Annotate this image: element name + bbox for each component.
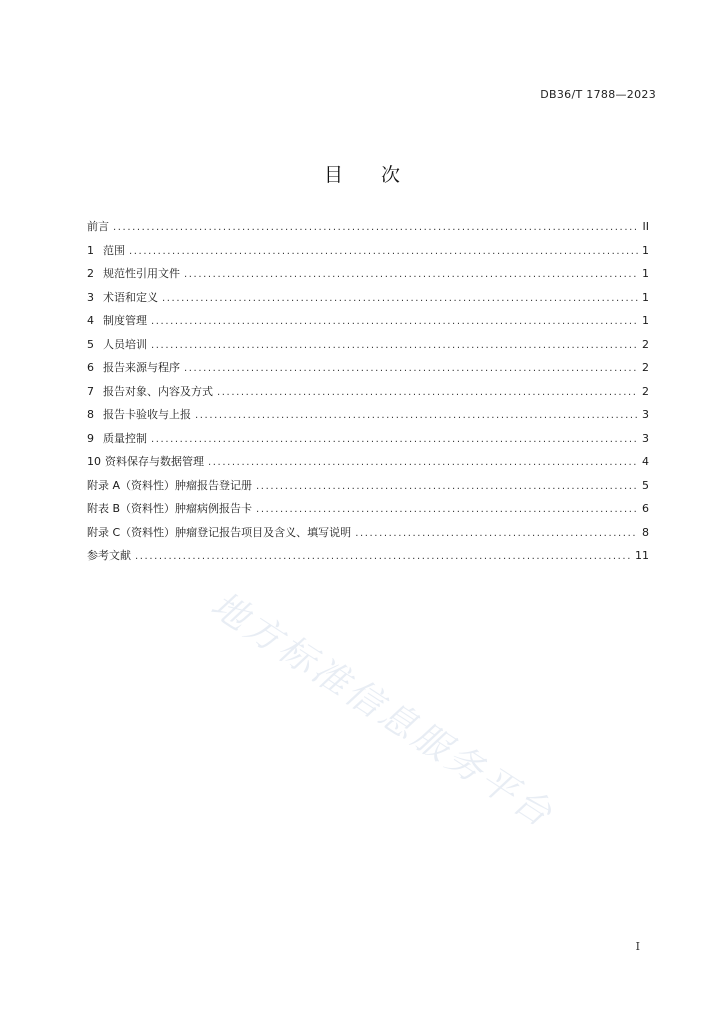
toc-entry-page: 1 <box>642 314 649 327</box>
toc-entry-label: 制度管理 <box>103 314 147 327</box>
toc-leader-dots <box>129 246 638 257</box>
toc-entry-normative-references[interactable] <box>87 265 649 289</box>
toc-entry-number: 5 <box>87 337 94 351</box>
toc-entry-label: 附录 C（资料性）肿瘤登记报告项目及含义、填写说明 <box>87 525 352 539</box>
toc-leader-dots <box>355 528 638 539</box>
page-number: I <box>635 940 640 953</box>
toc-entry-number: 3 <box>87 290 94 304</box>
toc-entry-number: 10 <box>87 455 101 468</box>
toc-entry-appendix-a[interactable] <box>87 477 649 501</box>
toc-entry-label: 范围 <box>103 243 125 257</box>
toc-entry-label: 前言 <box>87 220 109 233</box>
toc-leader-dots <box>151 434 638 445</box>
toc-entry-page: 2 <box>642 384 649 398</box>
toc-leader-dots <box>184 269 638 280</box>
toc-leader-dots <box>195 410 638 421</box>
toc-entry-page: 8 <box>642 525 649 539</box>
toc-entry-label: 规范性引用文件 <box>103 267 180 280</box>
toc-entry-terms-definitions[interactable] <box>87 289 649 313</box>
toc-entry-personnel-training[interactable] <box>87 336 649 360</box>
toc-entry-label: 人员培训 <box>103 337 147 351</box>
toc-leader-dots <box>256 504 638 515</box>
toc-leader-dots <box>135 551 631 562</box>
toc-entry-bibliography[interactable] <box>87 547 649 571</box>
toc-entry-label: 质量控制 <box>103 431 147 445</box>
toc-entry-appendix-c[interactable] <box>87 524 649 548</box>
toc-entry-page: 5 <box>642 478 649 492</box>
toc-entry-report-source[interactable] <box>87 359 649 383</box>
toc-entry-label: 附表 B（资料性）肿瘤病例报告卡 <box>87 502 253 515</box>
toc-title-char-1: 目 <box>323 164 343 186</box>
toc-entry-page: 2 <box>642 361 649 374</box>
toc-entry-number: 7 <box>87 384 94 398</box>
toc-entry-foreword[interactable] <box>87 218 649 242</box>
toc-entry-quality-control[interactable] <box>87 430 649 454</box>
toc-entry-label: 资料保存与数据管理 <box>105 455 204 468</box>
toc-entry-appendix-b[interactable] <box>87 500 649 524</box>
toc-leader-dots <box>217 387 638 398</box>
toc-entry-page: 11 <box>635 549 649 562</box>
toc-entry-label: 报告来源与程序 <box>103 361 180 374</box>
toc-entry-report-card-verification[interactable] <box>87 406 649 430</box>
toc-leader-dots <box>113 222 639 233</box>
toc-list <box>87 218 649 571</box>
toc-entry-scope[interactable] <box>87 242 649 266</box>
toc-entry-number: 6 <box>87 361 94 374</box>
toc-entry-label: 参考文献 <box>87 549 131 562</box>
watermark-text: 地方标准信息服务平台 <box>203 584 562 837</box>
toc-title <box>0 160 724 187</box>
toc-entry-page: 2 <box>642 337 649 351</box>
toc-entry-label: 报告对象、内容及方式 <box>103 384 213 398</box>
toc-entry-number: 2 <box>87 267 94 280</box>
toc-entry-number: 8 <box>87 408 94 421</box>
toc-entry-report-object[interactable] <box>87 383 649 407</box>
document-code: DB36/T 1788—2023 <box>540 88 656 101</box>
toc-entry-label: 术语和定义 <box>103 290 158 304</box>
toc-entry-label: 报告卡验收与上报 <box>103 408 191 421</box>
toc-entry-page: 3 <box>642 408 649 421</box>
toc-entry-label: 附录 A（资料性）肿瘤报告登记册 <box>87 478 253 492</box>
toc-leader-dots <box>151 340 638 351</box>
toc-leader-dots <box>256 481 638 492</box>
toc-leader-dots <box>162 293 638 304</box>
toc-entry-page: 1 <box>642 290 649 304</box>
toc-entry-number: 4 <box>87 314 94 327</box>
toc-entry-page: 4 <box>642 455 649 468</box>
toc-entry-number: 1 <box>87 243 94 257</box>
toc-entry-number: 9 <box>87 431 94 445</box>
toc-leader-dots <box>151 316 638 327</box>
toc-entry-data-management[interactable] <box>87 453 649 477</box>
toc-leader-dots <box>184 363 638 374</box>
toc-entry-page: 1 <box>642 267 649 280</box>
toc-leader-dots <box>208 457 638 468</box>
toc-entry-page: 6 <box>642 502 649 515</box>
toc-title-char-2: 次 <box>381 164 401 186</box>
toc-entry-page: II <box>642 220 649 233</box>
toc-entry-system-management[interactable] <box>87 312 649 336</box>
toc-entry-page: 1 <box>642 243 649 257</box>
toc-entry-page: 3 <box>642 431 649 445</box>
